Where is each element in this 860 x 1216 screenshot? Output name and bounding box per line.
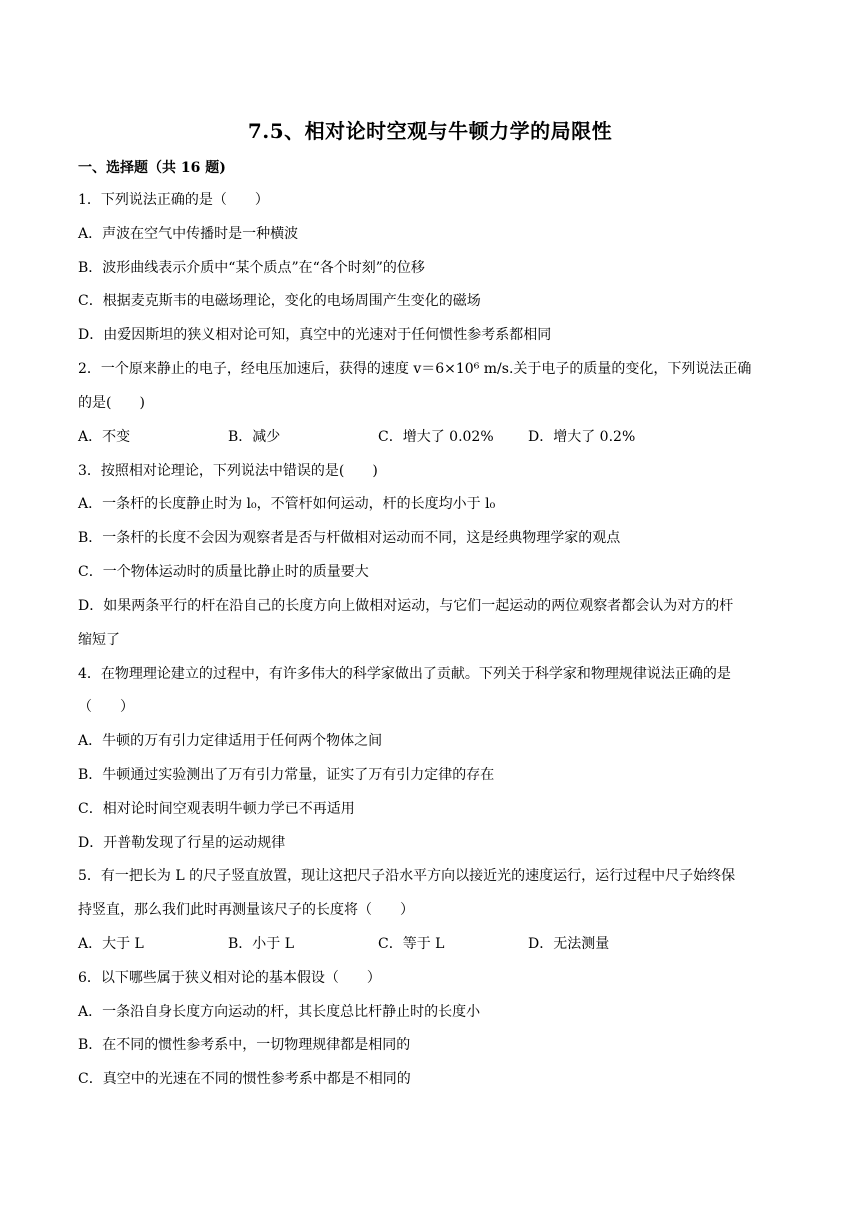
section-heading: 一、选择题（共 16 题) bbox=[78, 160, 226, 176]
question-1-option-b: B．波形曲线表示介质中“某个质点”在“各个时刻”的位移 bbox=[78, 260, 425, 276]
question-1-stem: 1．下列说法正确的是（ ） bbox=[78, 192, 269, 208]
question-3-stem: 3．按照相对论理论，下列说法中错误的是( ) bbox=[78, 463, 378, 479]
question-2-stem-line-2: 的是( ) bbox=[78, 395, 145, 411]
question-2-option-d: D．增大了 0.2% bbox=[528, 429, 636, 445]
question-3-option-c: C．一个物体运动时的质量比静止时的质量要大 bbox=[78, 564, 369, 580]
question-5-option-b: B．小于 L bbox=[228, 936, 295, 952]
question-6-option-b: B．在不同的惯性参考系中，一切物理规律都是相同的 bbox=[78, 1037, 411, 1053]
question-5-option-a: A．大于 L bbox=[78, 936, 144, 952]
question-5-stem-line-2: 持竖直，那么我们此时再测量该尺子的长度将（ ） bbox=[78, 902, 414, 918]
question-4-option-d: D．开普勒发现了行星的运动规律 bbox=[78, 835, 286, 851]
question-3-option-d-line-1: D．如果两条平行的杆在沿自己的长度方向上做相对运动，与它们一起运动的两位观察者都会认为对方的杆 bbox=[78, 598, 734, 614]
question-5-option-c: C．等于 L bbox=[378, 936, 445, 952]
question-2-option-c: C．增大了 0.02% bbox=[378, 429, 494, 445]
question-6-option-a: A．一条沿自身长度方向运动的杆，其长度总比杆静止时的长度小 bbox=[78, 1004, 481, 1020]
question-4-option-b: B．牛顿通过实验测出了万有引力常量，证实了万有引力定律的存在 bbox=[78, 767, 495, 783]
question-6-option-c: C．真空中的光速在不同的惯性参考系中都是不相同的 bbox=[78, 1071, 411, 1087]
question-4-option-c: C．相对论时间空观表明牛顿力学已不再适用 bbox=[78, 801, 355, 817]
question-1-option-a: A．声波在空气中传播时是一种横波 bbox=[78, 226, 299, 242]
question-4-stem-line-2: （ ） bbox=[78, 699, 134, 715]
question-4-stem-line-1: 4．在物理理论建立的过程中，有许多伟大的科学家做出了贡献。下列关于科学家和物理规律说法正确的是 bbox=[78, 666, 731, 682]
question-5-option-d: D．无法测量 bbox=[528, 936, 610, 952]
page-title: 7.5、相对论时空观与牛顿力学的局限性 bbox=[247, 119, 613, 143]
question-2-option-a: A．不变 bbox=[78, 429, 131, 445]
question-3-option-b: B．一条杆的长度不会因为观察者是否与杆做相对运动而不同，这是经典物理学家的观点 bbox=[78, 530, 621, 546]
question-6-stem: 6．以下哪些属于狭义相对论的基本假设（ ） bbox=[78, 970, 381, 986]
question-1-option-d: D．由爱因斯坦的狭义相对论可知，真空中的光速对于任何惯性参考系都相同 bbox=[78, 327, 552, 343]
question-3-option-d-line-2: 缩短了 bbox=[78, 632, 120, 648]
question-3-option-a: A．一条杆的长度静止时为 l₀，不管杆如何运动，杆的长度均小于 l₀ bbox=[78, 496, 496, 512]
question-2-stem-line-1: 2．一个原来静止的电子，经电压加速后，获得的速度 v＝6×10⁶ m/s.关于电子的质量的变化，下列说法正确 bbox=[78, 361, 752, 377]
question-5-stem-line-1: 5．有一把长为 L 的尺子竖直放置，现让这把尺子沿水平方向以接近光的速度运行，运行过程中尺子始终保 bbox=[78, 868, 736, 884]
question-1-option-c: C．根据麦克斯韦的电磁场理论，变化的电场周围产生变化的磁场 bbox=[78, 293, 481, 309]
question-4-option-a: A．牛顿的万有引力定律适用于任何两个物体之间 bbox=[78, 733, 383, 749]
question-2-option-b: B．减少 bbox=[228, 429, 281, 445]
